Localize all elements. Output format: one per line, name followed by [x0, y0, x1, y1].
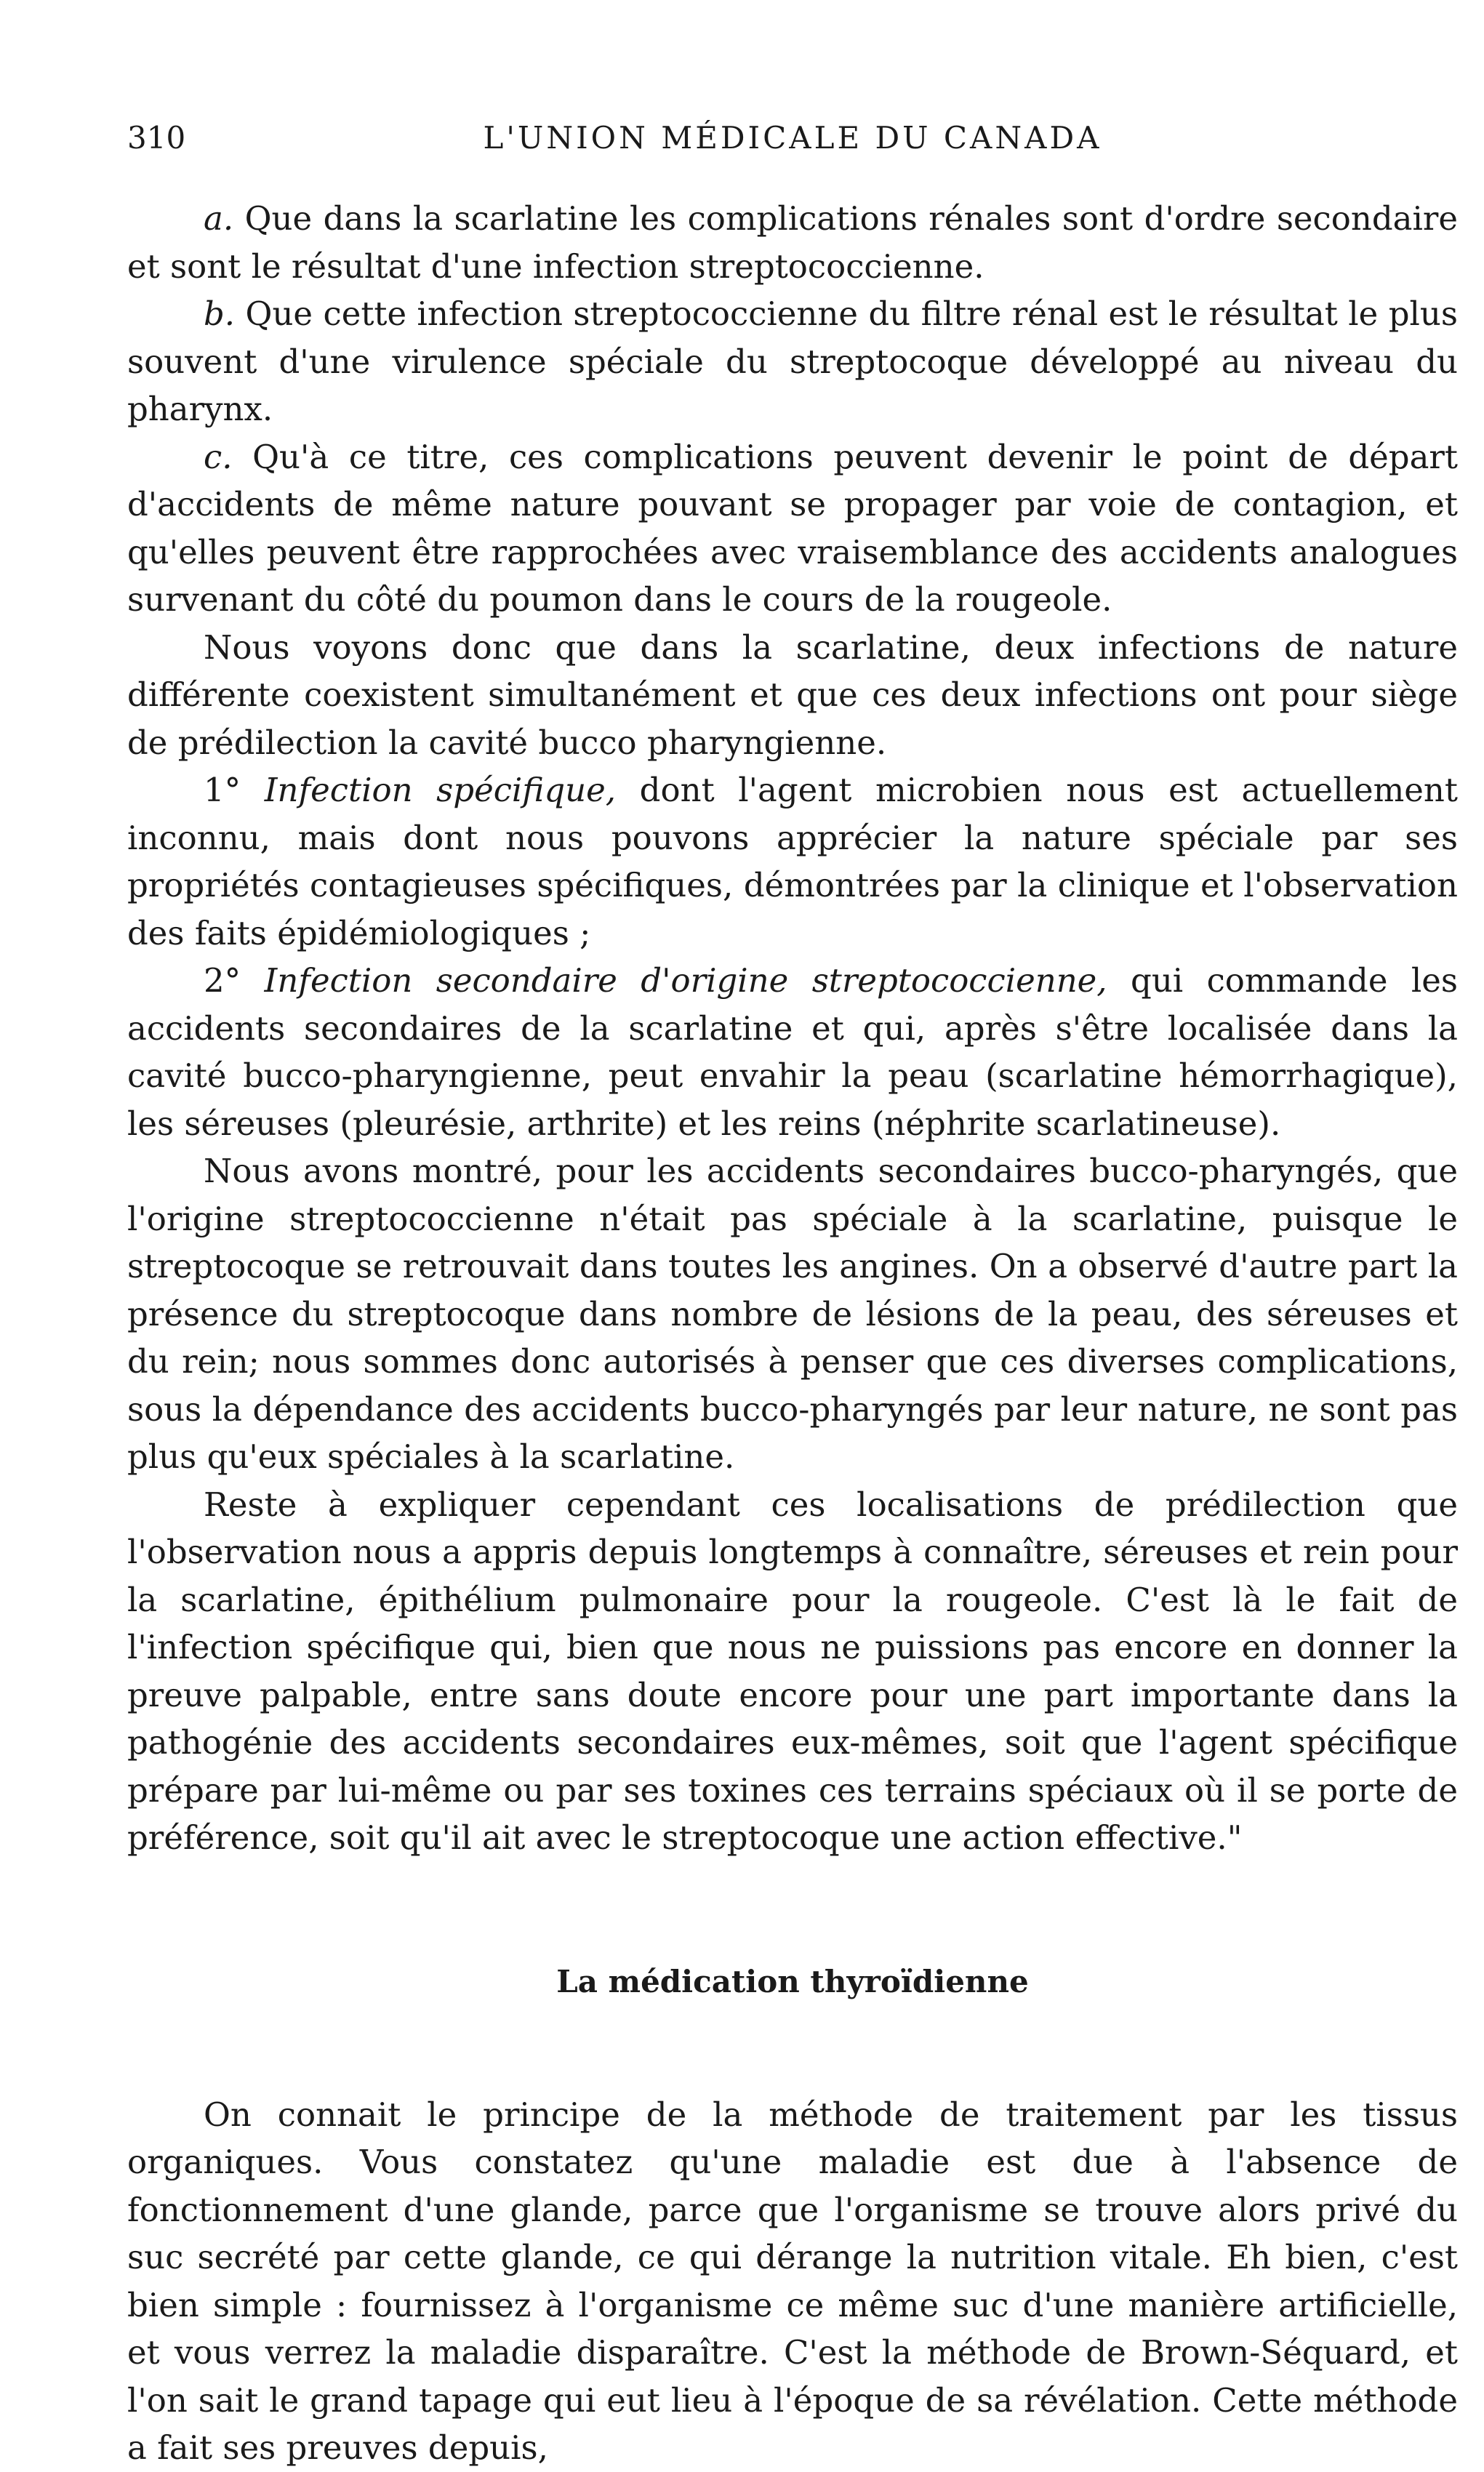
paragraph — [127, 433, 1458, 624]
item-number: 1° — [204, 771, 241, 809]
paragraph: On connait le principe de la méthode de traitement par les tissus organiques. Vous constatez qu'une maladie est due à l'absence de fonctionnement d'une glande, parce que l'organisme se trouve alors privé du suc secrété par cette glande, ce qui dérange la nutrition vitale. Eh bien, c'est bien simple : fournissez à l'organisme ce même suc d'une manière artificielle, et vous verrez la maladie disparaître. C'est la méthode de Brown-Séquard, et l'on sait le grand tapage qui eut lieu à l'époque de sa révélation. Cette méthode a fait ses preuves depuis, — [127, 2095, 1458, 2467]
journal-title: L'UNION MÉDICALE DU CANADA — [483, 120, 1102, 156]
item-title: Infection spécifique, — [264, 771, 617, 809]
item-title: Infection secondaire d'origine streptococcienne, — [264, 961, 1107, 1000]
paragraph-text: Que dans la scarlatine les complications rénales sont d'ordre secondaire et sont le résultat d'une infection streptococcienne. — [127, 199, 1458, 286]
paragraph: Nous avons montré, pour les accidents secondaires bucco-pharyngés, que l'origine streptococcienne n'était pas spéciale à la scarlatine, puisque le streptocoque se retrouvait dans toutes les angines. On a observé d'autre part la présence du streptocoque dans nombre de lésions de la peau, des séreuses et du rein; nous sommes donc autorisés à penser que ces diverses complications, sous la dépendance des accidents bucco-pharyngés par leur nature, ne sont pas plus qu'eux spéciales à la scarlatine. — [127, 1152, 1458, 1476]
item-letter: c. — [204, 437, 233, 476]
paragraph-text: Que cette infection streptococcienne du filtre rénal est le résultat le plus souvent d'une virulence spéciale du streptocoque développé au niveau du pharynx. — [127, 294, 1458, 428]
paragraph — [127, 957, 1458, 1147]
article-body — [127, 195, 1458, 2472]
section-heading: La médication thyroïdienne — [556, 1963, 1029, 1999]
item-letter: b. — [204, 294, 236, 333]
paragraph — [127, 766, 1458, 957]
paragraph — [127, 195, 1458, 290]
paragraph-text: dont l'agent microbien nous est actuellement inconnu, mais dont nous pouvons apprécier la nature spéciale par ses propriétés contagieuses spécifiques, démontrées par la clinique et l'observation des faits épidémiologiques ; — [127, 771, 1459, 952]
paragraph: Nous voyons donc que dans la scarlatine, deux infections de nature différente coexistent simultanément et que ces deux infections ont pour siège de prédilection la cavité bucco pharyngienne. — [127, 627, 1458, 762]
page-number: 310 — [127, 120, 186, 156]
page — [127, 109, 1459, 2467]
paragraph-text: Qu'à ce titre, ces complications peuvent devenir le point de départ d'accidents de même nature pouvant se propager par voie de contagion, et qu'elles peuvent être rapprochées avec vraisemblance des accidents analogues survenant du côté du poumon dans le cours de la rougeole. — [127, 437, 1458, 619]
item-letter: a. — [204, 199, 234, 238]
paragraph — [127, 290, 1458, 433]
paragraph-text: qui commande les accidents secondaires de la scarlatine et qui, après s'être localisée dans la cavité bucco-pharyngienne, peut envahir la peau (scarlatine hémorrhagique), les séreuses (pleurésie, arthrite) et les reins (néphrite scarlatineuse). — [127, 961, 1458, 1143]
paragraph: Reste à expliquer cependant ces localisations de prédilection que l'observation nous a appris depuis longtemps à connaître, séreuses et rein pour la scarlatine, épithélium pulmonaire pour la rougeole. C'est là le fait de l'infection spécifique qui, bien que nous ne puissions pas encore en donner la preuve palpable, entre sans doute encore pour une part importante dans la pathogénie des accidents secondaires eux-mêmes, soit que l'agent spécifique prépare par lui-même ou par ses toxines ces terrains spéciaux où il se porte de préférence, soit qu'il ait avec le streptocoque une action effective." — [127, 1485, 1458, 1857]
item-number: 2° — [204, 961, 241, 1000]
running-head — [127, 109, 1458, 167]
